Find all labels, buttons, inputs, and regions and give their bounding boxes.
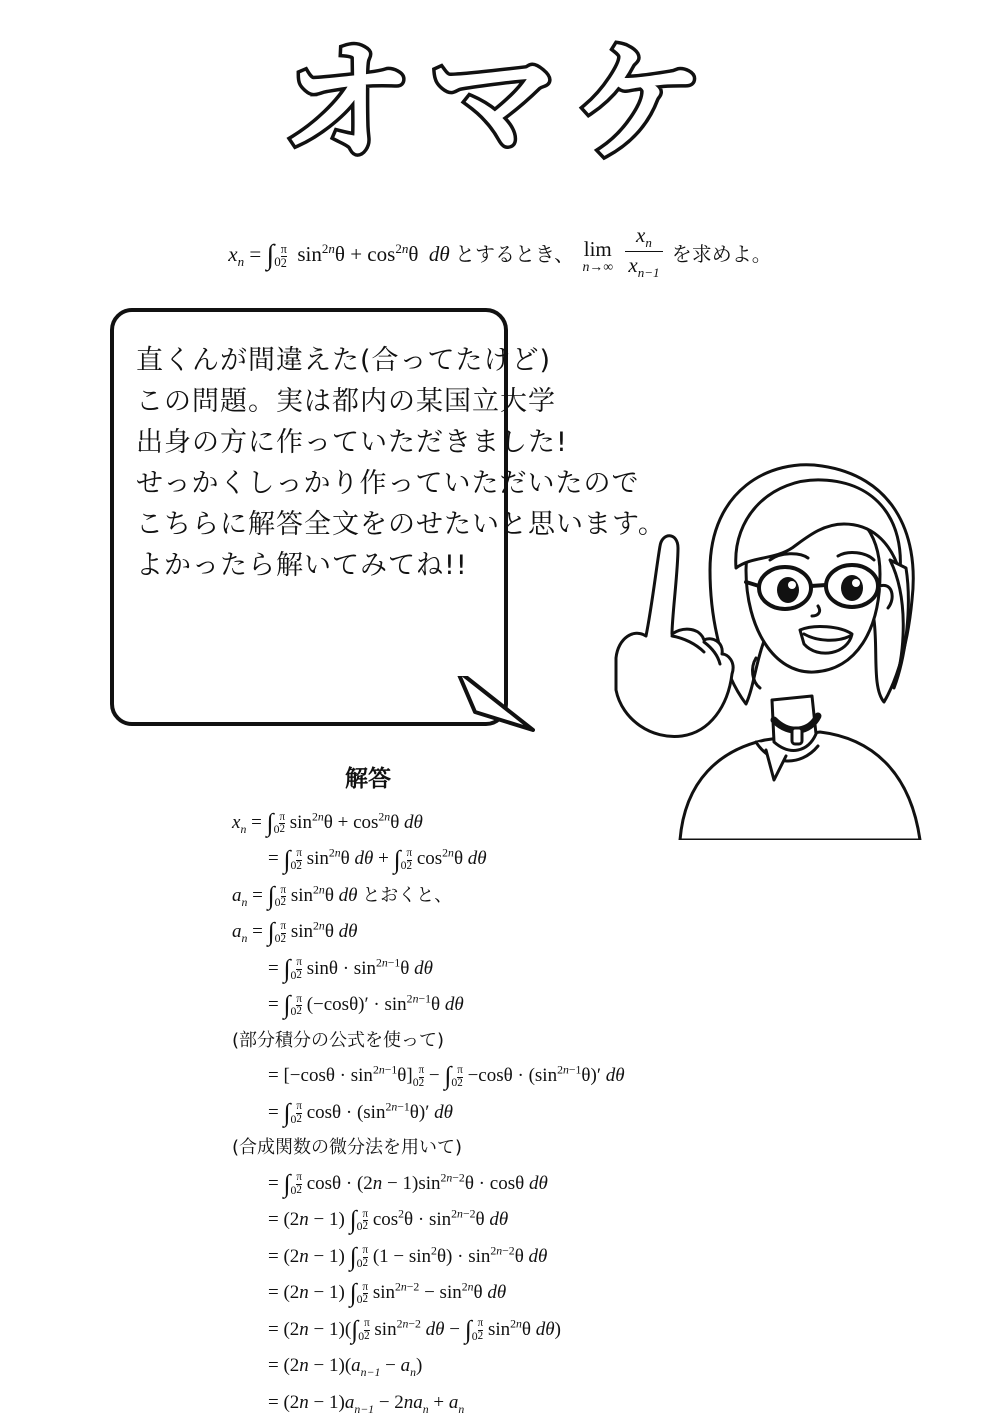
answer-body [232, 805, 852, 1421]
problem-text-1: とするとき、 [454, 241, 575, 266]
limit-fraction: $\frac{x_n}{x_{n-1}}$ [625, 222, 662, 282]
answer-line: = $(2n - 1)(a_{n-1} - a_n)$ [268, 1355, 423, 1379]
page-title: オマケ [281, 27, 719, 181]
answer-line: = $\int_0$ $\frac{\pi}{2}$ $\sin^{2n}\theta$ $d\theta + \int_0$ $\frac{\pi}{2}$ $\cos^{2n}\theta$ dθ [268, 844, 487, 874]
balloon-line: 出身の方に作っていただきました! [136, 427, 568, 459]
answer-line: = $(2n - 1)a_{n-1} - 2na_n + a_n$ [268, 1391, 465, 1416]
answer-note: (合成関数の微分法を用いて) [232, 1137, 463, 1159]
balloon-line: よかったら解いてみてね!! [136, 550, 468, 582]
balloon-line: せっかくしっかり作っていただいたので [136, 468, 640, 500]
answer-line: = $\int_0$ $\frac{\pi}{2}$ $(-\cos\theta)' \cdot \sin^{2n-1}\theta$ dθ [268, 990, 464, 1020]
answer-line: = $\int_0$ $\frac{\pi}{2}$ $\cos\theta \cdot (\sin^{2n-1}\theta)'$ dθ [268, 1097, 453, 1127]
answer-note: (部分積分の公式を使って) [232, 1029, 445, 1051]
answer-line: $a_n = \int_0$ $\frac{\pi}{2}$ $\sin^{2n}\theta$ dθ とおくと、 [232, 881, 453, 910]
answer-line: = $\int_0$ $\frac{\pi}{2}$ $\sin\theta \cdot \sin^{2n-1}\theta$ dθ [268, 953, 433, 983]
answer-heading: 解答 [345, 766, 391, 792]
integral-sign: ∫ [266, 240, 275, 272]
problem-text-2: を求めよ。 [671, 241, 772, 266]
problem-statement: $x_n = \int_0$ $\frac{\pi}{2}$ $\sin^{2n}\theta + \cos^{2n}\theta$ dθ とするとき、 lim n→∞ $\frac{x_n}{x_{n-1}}$ を求めよ。 [228, 223, 772, 281]
answer-line: = $\int_0$ $\frac{\pi}{2}$ $\cos\theta \cdot (2n - 1)\sin^{2n-2}\theta \cdot \cos\theta$ dθ [268, 1168, 548, 1198]
answer-line: = $[-\cos\theta \cdot \sin^{2n-1}\theta]_0$ $\frac{\pi}{2}$ − $\int_0$ $\frac{\pi}{2}$ $-\cos\theta \cdot (\sin^{2n-1}\theta)'$ dθ [268, 1061, 625, 1091]
answer-line: $a_n = \int_0$ $\frac{\pi}{2}$ $\sin^{2n}\theta$ dθ [232, 917, 358, 947]
answer-line: = (2n − 1) $\int_0$ $\frac{\pi}{2}$ $\sin^{2n-2} - \sin^{2n}\theta$ dθ [268, 1278, 507, 1308]
answer-line: = (2n − 1) $\int_0$ $\frac{\pi}{2}$ $\cos^2\theta \cdot \sin^{2n-2}\theta$ dθ [268, 1205, 509, 1235]
balloon-line: こちらに解答全文をのせたいと思います。 [136, 509, 666, 541]
balloon-line: 直くんが間違えた(合ってたけど) [136, 345, 552, 376]
limit-operator: lim n→∞ [582, 237, 614, 275]
answer-line: = (2n − 1) $\int_0$ $\frac{\pi}{2}$ $(1 - \sin^2\theta) \cdot \sin^{2n-2}\theta$ dθ [268, 1241, 548, 1271]
balloon-line: この問題。実は都内の某国立大学 [136, 386, 556, 418]
speech-balloon-text [136, 340, 676, 586]
speech-balloon-tail [455, 668, 535, 738]
answer-line: = $(2n - 1)(\int_0$ $\frac{\pi}{2}$ $\sin^{2n-2} d\theta - \int_0$ $\frac{\pi}{2}$ $\sin^{2n}\theta$ dθ) [268, 1314, 561, 1344]
answer-line: $x_n = \int_0$ $\frac{\pi}{2}$ $\sin^{2n}\theta + \cos^{2n}\theta$ dθ [232, 808, 423, 838]
